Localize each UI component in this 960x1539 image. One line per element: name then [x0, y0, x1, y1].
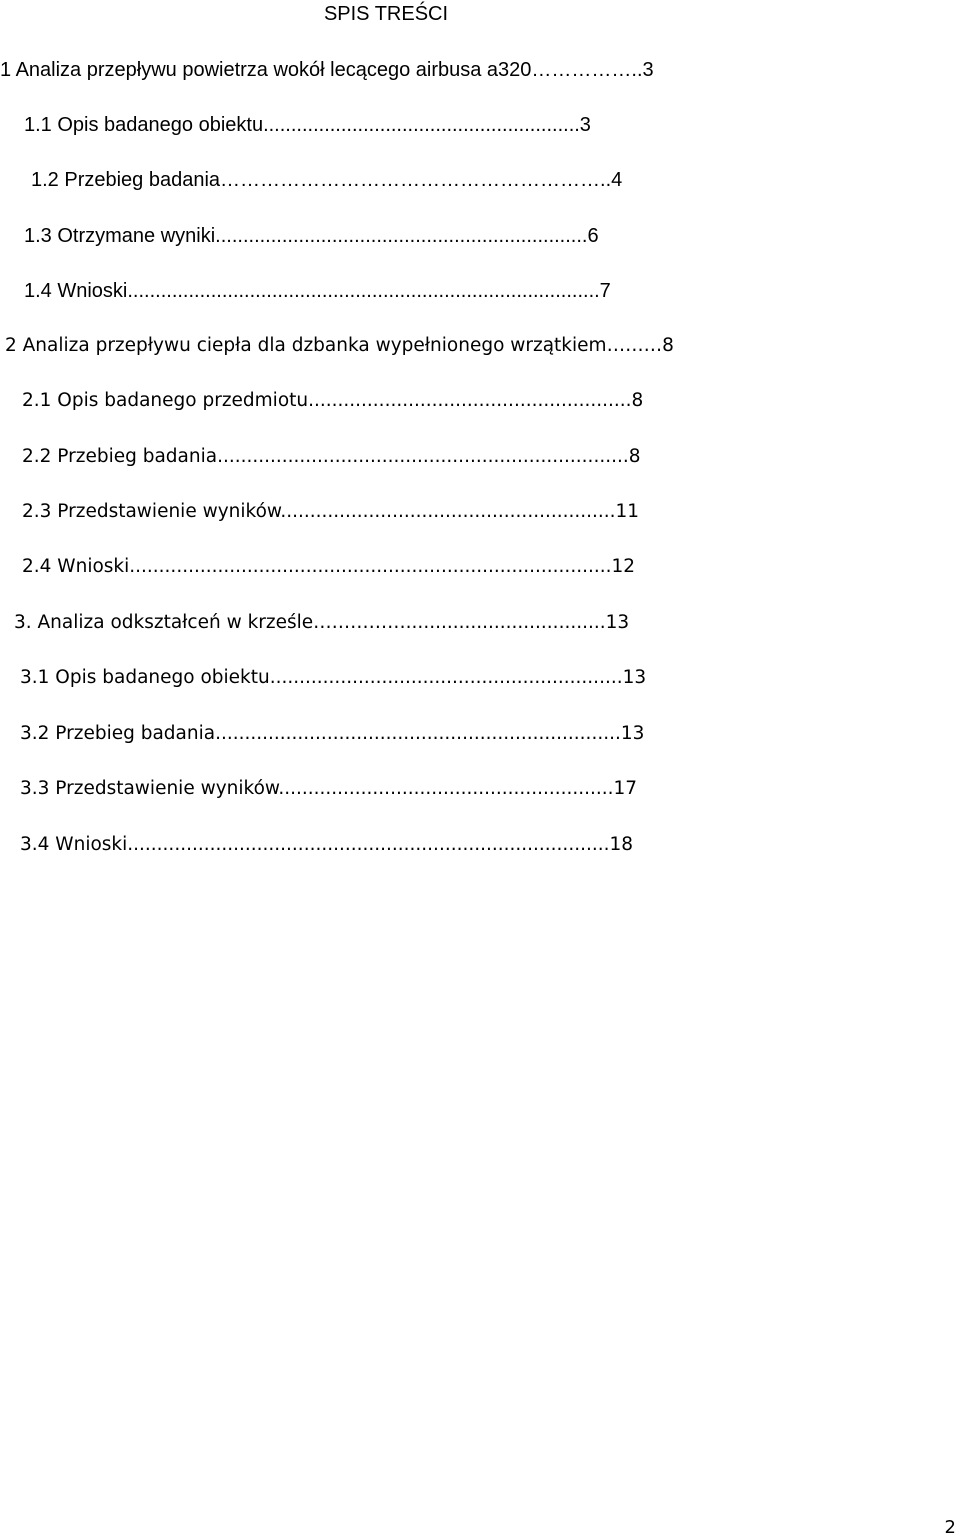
toc-entry-1-4[interactable]: 1.4 Wnioski.....................................................................................7 [24, 280, 611, 302]
toc-entry-3-3[interactable]: 3.3 Przedstawienie wyników.........................................................17 [20, 778, 638, 799]
toc-entry-3-2[interactable]: 3.2 Przebieg badania.....................................................................13 [20, 723, 645, 744]
toc-entry-2-4[interactable]: 2.4 Wnioski..................................................................................12 [22, 556, 636, 577]
toc-entry-2-3[interactable]: 2.3 Przedstawienie wyników.........................................................11 [22, 501, 640, 522]
toc-entry-1[interactable]: 1 Analiza przepływu powietrza wokół lecącego airbusa a320……………..3 [0, 59, 654, 81]
toc-entry-3[interactable]: 3. Analiza odkształceń w krześle……………..................................13 [14, 612, 630, 633]
toc-entry-2-2[interactable]: 2.2 Przebieg badania......................................................................8 [22, 446, 641, 467]
toc-entry-3-4[interactable]: 3.4 Wnioski..................................................................................18 [20, 834, 634, 855]
page-number: 2 [944, 1517, 956, 1538]
toc-entry-1-1[interactable]: 1.1 Opis badanego obiektu.........................................................3 [24, 114, 591, 136]
toc-heading: SPIS TREŚCI [323, 3, 449, 25]
toc-entry-1-2[interactable]: 1.2 Przebieg badania…………………………………………………..4 [31, 169, 623, 191]
toc-entry-2[interactable]: 2 Analiza przepływu ciepła dla dzbanka wypełnionego wrzątkiem………8 [5, 335, 674, 356]
toc-entry-1-3[interactable]: 1.3 Otrzymane wyniki...................................................................6 [24, 225, 599, 247]
toc-entry-2-1[interactable]: 2.1 Opis badanego przedmiotu.......................................................8 [22, 390, 644, 411]
toc-entry-3-1[interactable]: 3.1 Opis badanego obiektu............................................................13 [20, 667, 647, 688]
